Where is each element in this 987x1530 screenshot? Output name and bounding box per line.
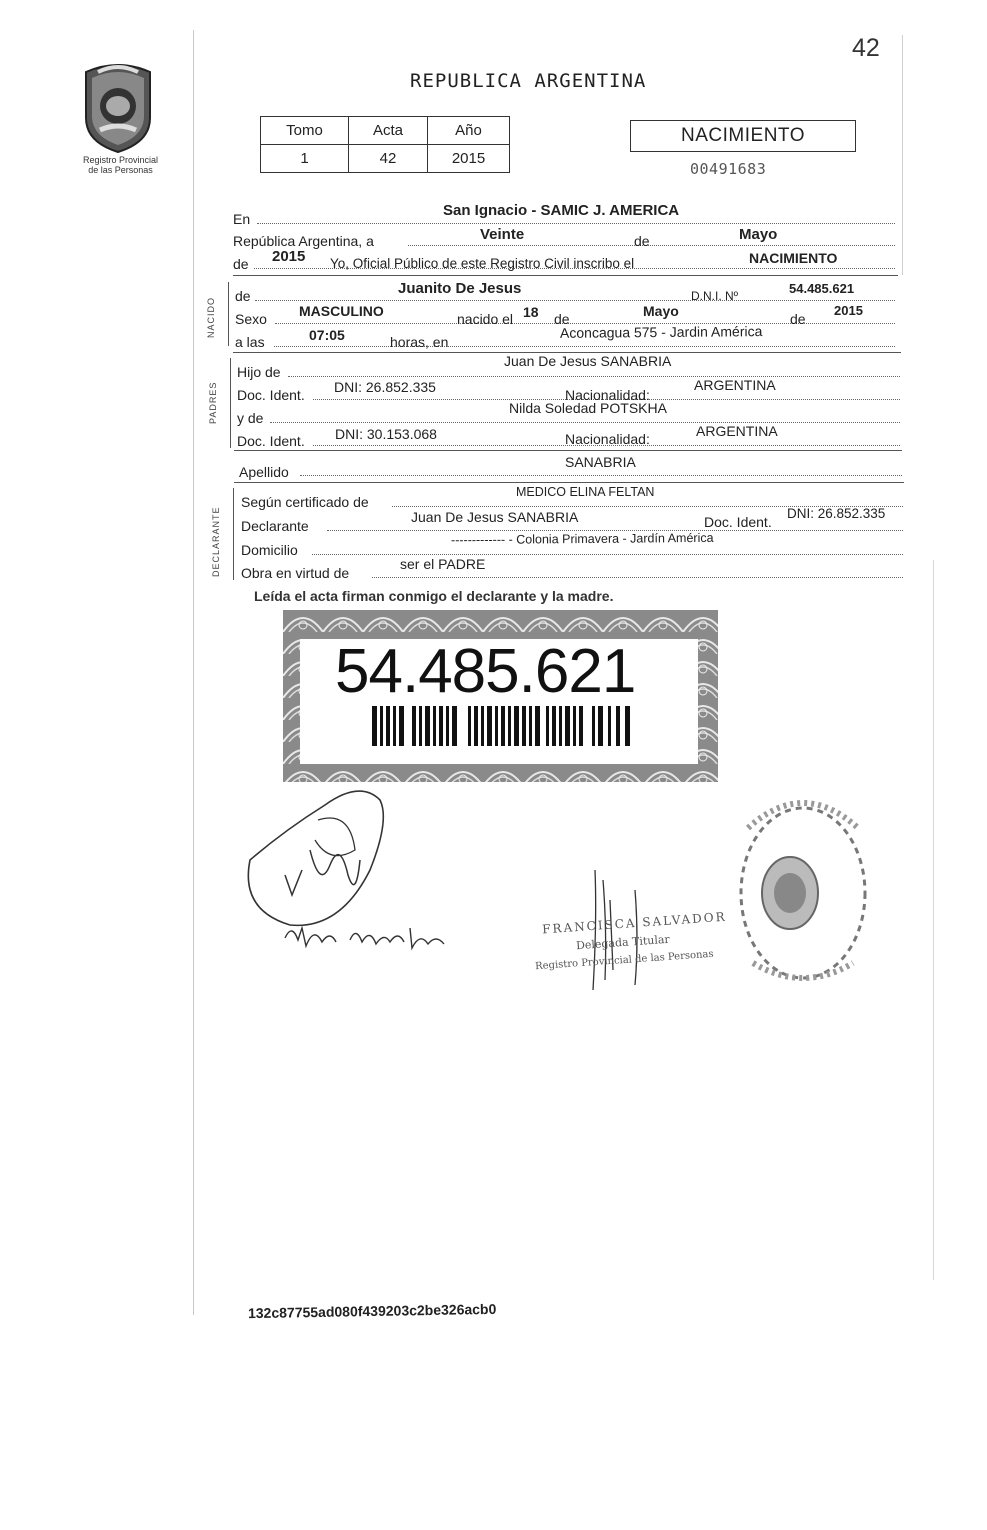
obra-label: Obra en virtud de xyxy=(241,565,350,581)
document-title: REPUBLICA ARGENTINA xyxy=(410,70,647,92)
nacido-mes-value: Mayo xyxy=(643,303,679,319)
anio-header: Año xyxy=(428,117,510,145)
section-bar-nacido xyxy=(228,282,229,346)
dotted-line xyxy=(327,529,903,531)
hora-value: 07:05 xyxy=(309,327,345,343)
y-de-label: y de xyxy=(237,410,264,426)
dotted-line xyxy=(274,345,895,347)
domicilio-value: ------------- - Colonia Primavera - Jardín América xyxy=(450,530,714,548)
tomo-header: Tomo xyxy=(261,117,349,145)
obra-value: ser el PADRE xyxy=(400,556,486,572)
de2-label: de xyxy=(233,256,249,272)
hijo-de-label: Hijo de xyxy=(237,364,281,380)
segun-label: Según certificado de xyxy=(241,494,369,510)
padre-doc-label: Doc. Ident. xyxy=(237,387,305,403)
sexo-value: MASCULINO xyxy=(299,303,384,319)
certificado-value: MEDICO ELINA FELTAN xyxy=(516,485,655,499)
section-rule xyxy=(234,450,902,451)
dotted-line xyxy=(288,375,900,377)
horas-en-label: horas, en xyxy=(390,334,449,350)
en-label: En xyxy=(233,211,251,227)
en-value: San Ignacio - SAMIC J. AMERICA xyxy=(443,202,680,219)
padre-nac-label: Nacionalidad: xyxy=(565,387,650,403)
dotted-line xyxy=(372,576,903,578)
domicilio-label: Domicilio xyxy=(241,542,298,558)
section-rule xyxy=(233,275,898,276)
de-label: de xyxy=(634,233,650,249)
sexo-label: Sexo xyxy=(235,311,267,327)
declarante-doc-value: DNI: 26.852.335 xyxy=(787,506,886,521)
alas-label: a las xyxy=(235,334,265,350)
record-type: NACIMIENTO xyxy=(630,120,856,152)
margin-line-right-lower xyxy=(933,560,934,1280)
page-number: 42 xyxy=(852,34,880,62)
nacido-anio-value: 2015 xyxy=(834,303,863,318)
officer-name: FRANCISCA SALVADOR xyxy=(541,909,728,937)
section-label-declarante: DECLARANTE xyxy=(211,506,221,577)
dni-sticker-number: 54.485.621 xyxy=(335,637,636,706)
anio-value: 2015 xyxy=(428,145,510,173)
apellido-value: SANABRIA xyxy=(565,454,636,470)
padre-doc-value: DNI: 26.852.335 xyxy=(334,379,436,395)
declarante-label: Declarante xyxy=(241,518,309,534)
dotted-line xyxy=(270,421,900,423)
officer-office: Registro Provincial de las Personas xyxy=(534,948,714,973)
nacido-de2-label: de xyxy=(554,311,570,327)
nacido-de-label: de xyxy=(235,288,251,304)
dotted-line xyxy=(312,553,903,555)
declarante-doc-label: Doc. Ident. xyxy=(704,514,772,530)
madre-nac-value: ARGENTINA xyxy=(696,423,778,439)
document-hash: 132c87755ad080f439203c2be326acb0 xyxy=(247,1300,497,1322)
tomo-value: 1 xyxy=(261,145,349,173)
dia-value: Veinte xyxy=(480,226,525,243)
nacido-el-label: nacido el xyxy=(457,311,514,327)
dni-label: D.N.I. Nº xyxy=(691,289,739,303)
nacido-dni-value: 54.485.621 xyxy=(789,281,855,296)
dotted-line xyxy=(300,474,902,476)
officer-title: Delegada Titular xyxy=(575,932,671,953)
section-rule xyxy=(234,482,904,483)
nacido-de3-label: de xyxy=(790,311,806,327)
madre-value: Nilda Soledad POTSKHA xyxy=(509,400,667,416)
official-seal-icon xyxy=(728,788,878,993)
dotted-line xyxy=(408,244,895,246)
section-bar-padres xyxy=(230,358,231,448)
section-bar-declarante xyxy=(233,488,234,580)
dotted-line xyxy=(257,222,895,224)
nacido-nombre-value: Juanito De Jesus xyxy=(398,280,522,297)
margin-line-left xyxy=(193,30,194,1315)
record-table xyxy=(260,116,510,173)
inscripcion-value: NACIMIENTO xyxy=(749,250,838,266)
registry-caption: Registro Provincial de las Personas xyxy=(82,155,159,175)
padre-nac-value: ARGENTINA xyxy=(694,377,776,393)
apellido-label: Apellido xyxy=(239,464,289,480)
serial-number: 00491683 xyxy=(690,160,767,178)
closing-note: Leída el acta firman conmigo el declarante y la madre. xyxy=(254,588,614,604)
madre-nac-label: Nacionalidad: xyxy=(565,431,650,447)
mother-signature xyxy=(280,918,460,958)
registry-emblem-icon xyxy=(78,58,158,154)
acta-header: Acta xyxy=(349,117,428,145)
oficial-text: Yo, Oficial Público de este Registro Civil inscribo el xyxy=(330,256,635,271)
barcode-icon xyxy=(372,706,632,746)
declarante-value: Juan De Jesus SANABRIA xyxy=(411,509,579,525)
madre-doc-label: Doc. Ident. xyxy=(237,433,305,449)
section-label-nacido: NACIDO xyxy=(206,296,216,338)
dotted-line xyxy=(255,299,895,301)
padre-value: Juan De Jesus SANABRIA xyxy=(504,353,672,369)
acta-value: 42 xyxy=(349,145,428,173)
madre-doc-value: DNI: 30.153.068 xyxy=(335,426,437,442)
nacido-dia-value: 18 xyxy=(523,304,539,320)
republica-label: República Argentina, a xyxy=(233,233,374,249)
margin-line-right xyxy=(902,35,903,275)
anio-value: 2015 xyxy=(272,248,306,265)
mes-value: Mayo xyxy=(739,226,778,243)
section-label-padres: PADRES xyxy=(208,381,218,424)
lugar-value: Aconcagua 575 - Jardin América xyxy=(559,323,763,341)
